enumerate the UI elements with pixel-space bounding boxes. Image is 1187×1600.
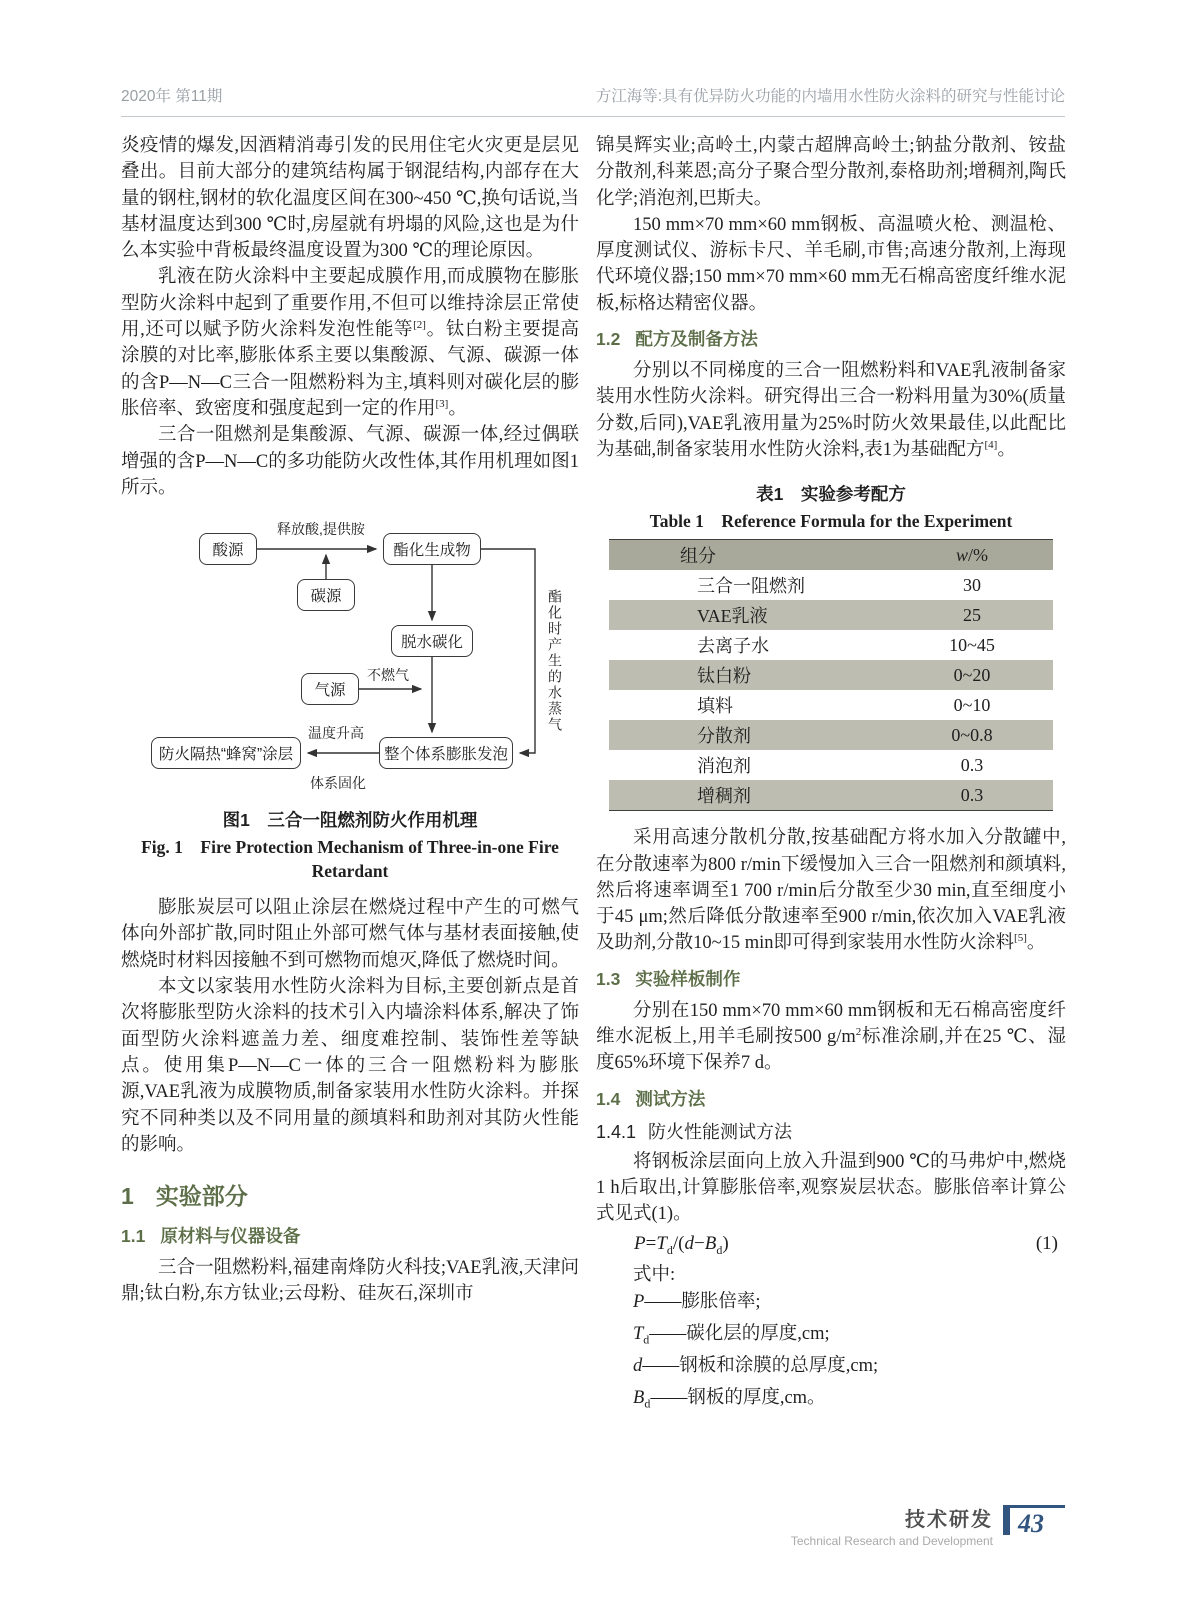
percent-unit: /% bbox=[968, 544, 988, 565]
definition-item bbox=[596, 1321, 1066, 1353]
section-title: 配方及制备方法 bbox=[635, 329, 758, 350]
paragraph: 将钢板涂层面向上放入升温到900 ℃的马弗炉中,燃烧1 h后取出,计算膨胀倍率,观察炭层状态。膨胀倍率计算公式见式(1)。 bbox=[596, 1151, 1066, 1225]
equals-sign: = bbox=[645, 1232, 657, 1254]
value-cell: 0~10 bbox=[953, 694, 991, 715]
right-column bbox=[596, 133, 1066, 1417]
table-row bbox=[609, 660, 1053, 690]
paragraph: 膨胀炭层可以阻止涂层在燃烧过程中产生的可燃气体向外部扩散,同时阻止外部可燃气体与基材表面接触,使燃烧时材料因接触不到可燃物而熄灭,降低了燃烧时间。 bbox=[121, 898, 579, 971]
node-carbon-source: 碳源 bbox=[297, 579, 355, 611]
edge-label-nonflammable-gas: 不燃气 bbox=[367, 667, 409, 684]
paragraph-text: 分别在150 mm×70 mm×60 mm钢板和无石棉高密度纤维水泥板上,用羊毛刷按500 g/m bbox=[596, 1000, 1066, 1048]
paragraph bbox=[596, 825, 1066, 956]
node-honeycomb-coating: 防火隔热“蜂窝”涂层 bbox=[151, 737, 301, 769]
column-header-w-percent bbox=[891, 540, 1053, 571]
section-title: 测试方法 bbox=[635, 1088, 706, 1109]
component-cell: 钛白粉 bbox=[697, 666, 751, 687]
section-number: 1.3 bbox=[596, 968, 621, 989]
edge-label-release-acid: 释放酸,提供胺 bbox=[277, 521, 365, 538]
section-title: 实验部分 bbox=[155, 1183, 248, 1210]
def-text: 碳化层的厚度,cm; bbox=[686, 1323, 830, 1344]
value-cell: 0~20 bbox=[953, 664, 991, 685]
component-cell: 消泡剂 bbox=[697, 756, 751, 777]
edge-label-water-vapor: 酯化时产生的水蒸气 bbox=[547, 589, 563, 734]
def-text: 钢板的厚度,cm。 bbox=[687, 1387, 826, 1408]
node-gas-source: 气源 bbox=[301, 673, 359, 705]
paragraph-text: 。 bbox=[448, 398, 467, 419]
table-row bbox=[609, 720, 1053, 750]
value-cell: 0.3 bbox=[960, 754, 984, 775]
value-cell: 30 bbox=[963, 574, 981, 595]
badge-bar bbox=[1003, 1508, 1010, 1535]
paragraph bbox=[596, 358, 1066, 463]
node-ester-product: 酯化生成物 bbox=[383, 533, 481, 565]
paragraph bbox=[596, 998, 1066, 1077]
def-symbol: P bbox=[633, 1291, 645, 1312]
def-subscript: d bbox=[644, 1396, 651, 1411]
value-cell: 10~45 bbox=[949, 634, 995, 655]
edge-label-temperature-rise: 温度升高 bbox=[308, 725, 364, 742]
def-text: 钢板和涂膜的总厚度,cm; bbox=[679, 1355, 879, 1376]
paragraph-text: 采用高速分散机分散,按基础配方将水加入分散罐中,在分散速率为800 r/min下缓慢加入三合一阻燃剂和颜填料,然后将速率调至1 700 r/min后分散至少30 min,直至细度小于45 μm;然后降低分散速率至900 r/min,依次加入VAE乳液及助剂,分散10~15 min即可得到家装用水性防火涂料 bbox=[596, 828, 1066, 954]
table-header-row bbox=[609, 540, 1053, 571]
table-caption-en: Table 1 Reference Formula for the Experiment bbox=[649, 511, 1013, 532]
section-title: 防火性能测试方法 bbox=[648, 1121, 793, 1142]
component-cell: 分散剂 bbox=[697, 726, 751, 747]
equation-body bbox=[634, 1233, 729, 1258]
paragraph-text: 乳液在防火涂料中主要起成膜作用,而成膜物在膨胀型防火涂料中起到了重要作用,不但可以维持涂层正常使用,还可以赋予防火涂料发泡性能等 bbox=[121, 267, 579, 341]
value-cell: 0.3 bbox=[960, 784, 984, 805]
section-heading-1-1 bbox=[121, 1223, 579, 1248]
equation-1 bbox=[596, 1233, 1066, 1258]
component-cell: 增稠剂 bbox=[697, 786, 751, 807]
superscript-unit: 2 bbox=[855, 1025, 862, 1038]
reference-formula-table bbox=[609, 539, 1053, 811]
var-P: P bbox=[634, 1232, 646, 1254]
section-heading-1 bbox=[121, 1178, 579, 1211]
def-dash: —— bbox=[642, 1355, 680, 1376]
figure-1 bbox=[121, 517, 579, 883]
citation-ref: [2] bbox=[413, 318, 426, 331]
component-cell: 三合一阻燃剂 bbox=[697, 576, 805, 597]
close-paren: ) bbox=[722, 1232, 729, 1254]
divide-open-paren: /( bbox=[672, 1232, 685, 1254]
footer-label-cn: 技术研发 bbox=[905, 1509, 993, 1531]
paragraph-text: 。 bbox=[997, 439, 1016, 460]
paragraph: 三合一阻燃剂是集酸源、气源、碳源一体,经过偶联增强的含P—N—C的多功能防火改性体,其作用机理如图1所示。 bbox=[121, 425, 579, 498]
column-header-component: 组分 bbox=[680, 546, 716, 567]
section-heading-1-3 bbox=[596, 966, 1066, 991]
var-T: T bbox=[656, 1232, 667, 1254]
section-title: 原材料与仪器设备 bbox=[160, 1226, 301, 1247]
paragraph-text: 。钛白粉主要提高涂膜的对比率,膨胀体系主要以集酸源、气源、碳源一体的含P—N—C三合一阻燃粉料为主,填料则对碳化层的膨胀倍率、致密度和强度起到一定的作用 bbox=[121, 320, 579, 419]
section-title: 实验样板制作 bbox=[635, 968, 741, 989]
subscript-d: d bbox=[666, 1242, 673, 1257]
def-symbol: d bbox=[633, 1355, 643, 1376]
paragraph: 150 mm×70 mm×60 mm钢板、高温喷火枪、测温枪、厚度测试仪、游标卡尺、羊毛刷,市售;高速分散剂,上海现代环境仪器;150 mm×70 mm×60 mm无石棉高密度纤维水泥板,标格达精密仪器。 bbox=[596, 214, 1066, 314]
section-number: 1.4.1 bbox=[596, 1121, 637, 1142]
def-symbol: B bbox=[633, 1387, 645, 1408]
def-symbol: T bbox=[633, 1323, 644, 1344]
node-system-expansion: 整个体系膨胀发泡 bbox=[379, 737, 513, 769]
value-cell: 0~0.8 bbox=[951, 724, 993, 745]
component-cell: 去离子水 bbox=[697, 636, 769, 657]
running-title: 方江海等:具有优异防火功能的内墙用水性防火涂料的研究与性能讨论 bbox=[595, 88, 1065, 105]
table-row bbox=[609, 780, 1053, 811]
definition-item bbox=[596, 1385, 1066, 1417]
page-footer bbox=[791, 1503, 1065, 1548]
w-symbol: w bbox=[955, 544, 968, 565]
section-heading-1-4 bbox=[596, 1086, 1066, 1111]
paragraph: 本文以家装用水性防火涂料为目标,主要创新点是首次将膨胀型防火涂料的技术引入内墙涂料体系,解决了饰面型防火涂料遮盖力差、细度难控制、装饰性差等缺点。使用集P—N—C一体的三合一阻燃粉料为膨胀源,VAE乳液为成膜物质,制备家装用水性防火涂料。并探究不同种类以及不同用量的颜填料和助剂对其防火性能的影响。 bbox=[121, 977, 579, 1155]
def-subscript: d bbox=[643, 1332, 650, 1347]
table-caption-cn: 表1 实验参考配方 bbox=[756, 484, 906, 505]
var-B: B bbox=[704, 1232, 717, 1254]
value-cell: 25 bbox=[963, 604, 981, 625]
def-dash: —— bbox=[644, 1291, 682, 1312]
paragraph: 三合一阻燃粉料,福建南烽防火科技;VAE乳液,天津问鼎;钛白粉,东方钛业;云母粉、硅灰石,深圳市 bbox=[121, 1258, 579, 1305]
table-row bbox=[609, 690, 1053, 720]
citation-ref: [3] bbox=[435, 397, 449, 410]
def-dash: —— bbox=[649, 1323, 687, 1344]
def-text: 膨胀倍率; bbox=[681, 1291, 761, 1312]
section-number: 1 bbox=[121, 1183, 134, 1210]
component-cell: 填料 bbox=[697, 696, 733, 717]
issue-label: 2020年 第11期 bbox=[121, 88, 223, 105]
node-dehydration: 脱水碳化 bbox=[391, 625, 473, 657]
left-column bbox=[121, 133, 579, 1308]
footer-label-en: Technical Research and Development bbox=[790, 1534, 993, 1548]
table-row bbox=[609, 600, 1053, 630]
citation-ref: [4] bbox=[984, 438, 998, 451]
section-heading-1-2 bbox=[596, 326, 1066, 351]
def-dash: —— bbox=[650, 1387, 688, 1408]
node-acid-source: 酸源 bbox=[199, 533, 257, 565]
paragraph-text: 标准涂刷,并在25 ℃、湿度65%环境下保养7 d。 bbox=[596, 1027, 1067, 1074]
page-number: 43 bbox=[1018, 1509, 1044, 1538]
var-d: d bbox=[684, 1232, 695, 1254]
figure-caption-en: Fig. 1 Fire Protection Mechanism of Three-in-one Fire Retardant bbox=[141, 837, 559, 882]
section-heading-1-4-1 bbox=[596, 1118, 1066, 1144]
page-header bbox=[121, 84, 1065, 117]
paragraph-text: 分别以不同梯度的三合一阻燃粉料和VAE乳液制备家装用水性防火涂料。研究得出三合一粉料用量为30%(质量分数,后同),VAE乳液用量为25%时防火效果最佳,以此配比为基础,制备家装用水性防火涂料,表1为基础配方 bbox=[596, 361, 1066, 460]
section-number: 1.1 bbox=[121, 1226, 146, 1247]
section-number: 1.4 bbox=[596, 1088, 621, 1109]
paragraph: 锦昊辉实业;高岭土,内蒙古超牌高岭土;钠盐分散剂、铵盐分散剂,科莱恩;高分子聚合型分散剂,泰格助剂;增稠剂,陶氏化学;消泡剂,巴斯夫。 bbox=[596, 136, 1066, 209]
paragraph bbox=[121, 264, 579, 422]
component-cell: VAE乳液 bbox=[697, 606, 768, 627]
paragraph: 炎疫情的爆发,因酒精消毒引发的民用住宅火灾更是层见叠出。目前大部分的建筑结构属于钢混结构,内部存在大量的钢柱,钢材的软化温度区间在300~450 ℃,换句话说,当基材温度达到300 ℃时,房屋就有坍塌的风险,这也是为什么本实验中背板最终温度设置为300 ℃的理论原因。 bbox=[121, 136, 579, 262]
footer-section-labels bbox=[791, 1503, 993, 1548]
section-number: 1.2 bbox=[596, 329, 621, 350]
paragraph-text: 。 bbox=[1026, 933, 1046, 954]
where-label: 式中: bbox=[633, 1265, 676, 1286]
table-row bbox=[609, 750, 1053, 780]
citation-ref: [5] bbox=[1014, 932, 1027, 945]
definition-item bbox=[596, 1353, 1066, 1385]
page-number-badge bbox=[1003, 1505, 1065, 1546]
subscript-d: d bbox=[716, 1242, 723, 1257]
mechanism-diagram bbox=[121, 517, 579, 797]
edge-label-system-solidify: 体系固化 bbox=[310, 775, 366, 792]
equation-number: (1) bbox=[1035, 1232, 1058, 1254]
figure-caption-cn: 图1 三合一阻燃剂防火作用机理 bbox=[222, 810, 478, 831]
table-row bbox=[609, 630, 1053, 660]
table-row bbox=[609, 570, 1053, 600]
minus-sign: − bbox=[694, 1232, 705, 1254]
definition-item bbox=[596, 1289, 1066, 1321]
